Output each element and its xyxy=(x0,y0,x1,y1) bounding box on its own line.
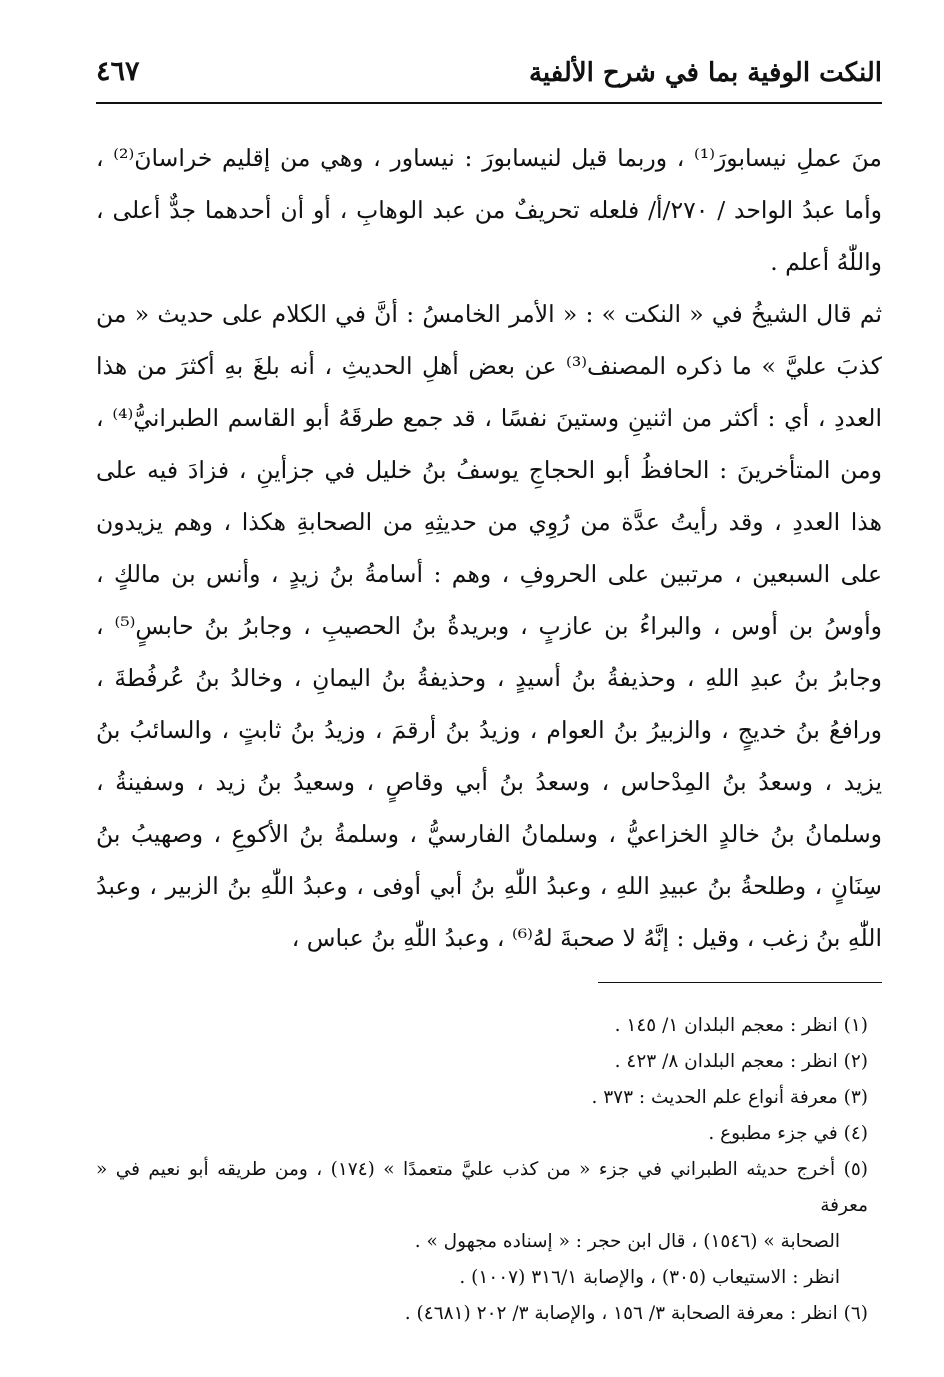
footnote-divider xyxy=(598,982,882,983)
footnote-5-continuation: الصحابة » (١٥٤٦) ، قال ابن حجر : « إسناده مجهول » . xyxy=(414,1231,840,1252)
footnote-3: (٣) معرفة أنواع علم الحديث : ٣٧٣ . xyxy=(591,1087,868,1108)
header-divider xyxy=(96,102,882,104)
page-header xyxy=(96,52,882,100)
footnote-1: (١) انظر : معجم البلدان ١/ ١٤٥ . xyxy=(614,1015,868,1036)
footnote-6: (٦) انظر : معرفة الصحابة ٣/ ١٥٦ ، والإصابة ٣/ ٢٠٢ (٤٦٨١) . xyxy=(404,1303,868,1324)
page-number: ٤٦٧ xyxy=(96,56,140,87)
footnote-2: (٢) انظر : معجم البلدان ٨/ ٤٢٣ . xyxy=(614,1051,868,1072)
running-title: النكت الوفية بما في شرح الألفية xyxy=(528,58,882,88)
footnote-4: (٤) في جزء مطبوع . xyxy=(708,1123,868,1144)
footnotes xyxy=(96,1008,868,1332)
paragraph-1: منَ عملِ نيسابورَ⁽¹⁾ ، وربما قيل لنيسابورَ : نيساور ، وهي من إقليم خراسانَ⁽²⁾ ، وأما عبدُ الواحد / ٢٧٠/أ/ فلعله تحريفٌ من عبد الوهابِ ، أو أن أحدهما جدٌّ أعلى ، واللّٰهُ أعلم . xyxy=(96,144,882,276)
main-text xyxy=(96,132,882,964)
paragraph-2: ثم قال الشيخُ في « النكت » : « الأمر الخامسُ : أنَّ في الكلام على حديث « من كذبَ عليَّ » ما ذكره المصنف⁽³⁾ عن بعض أهلِ الحديثِ ، أنه بلغَ بهِ أكثرَ من هذا العددِ ، أي : أكثر من اثنينِ وستينَ نفسًا ، قد جمع طرقَهُ أبو القاسم الطبرانيُّ⁽⁴⁾ ، ومن المتأخرينَ : الحافظُ أبو الحجاجِ يوسفُ بنُ خليل في جزأينِ ، فزادَ فيه على هذا العددِ ، وقد رأيتُ عدَّة من رُوِي من حديثِهِ من الصحابةِ هكذا ، وهم يزيدون على السبعين ، مرتبين على الحروفِ ، وهم : أسامةُ بنُ زيدٍ ، وأنس بن مالكٍ ، وأوسُ بن أوس ، والبراءُ بن عازبٍ ، وبريدةُ بنُ الحصيبِ ، وجابرُ بنُ حابسٍ⁽⁵⁾ ، وجابرُ بنُ عبدِ اللهِ ، وحذيفةُ بنُ أسيدٍ ، وحذيفةُ بنُ اليمانِ ، وخالدُ بنُ عُرفُطةَ ، ورافعُ بنُ خديجٍ ، والزبيرُ بنُ العوام ، وزيدُ بنُ أرقمَ ، وزيدُ بنُ ثابتٍ ، والسائبُ بنُ يزيد ، وسعدُ بنُ المِدْحاس ، وسعدُ بنُ أبي وقاصٍ ، وسعيدُ بنُ زيد ، وسفينةُ ، وسلمانُ بنُ خالدٍ الخزاعيُّ ، وسلمانُ الفارسيُّ ، وسلمةُ بنُ الأكوعِ ، وصهيبُ بنُ سِنَانٍ ، وطلحةُ بنُ عبيدِ اللهِ ، وعبدُ اللّٰهِ بنُ أبي أوفى ، وعبدُ اللّٰهِ بنُ الزبير ، وعبدُ اللّٰهِ بنُ زغب ، وقيل : إنَّهُ لا صحبةَ لهُ⁽⁶⁾ ، وعبدُ اللّٰهِ بنُ عباس ، xyxy=(96,300,883,952)
footnote-5: (٥) أخرج حديثه الطبراني في جزء « من كذب عليَّ متعمدًا » (١٧٤) ، ومن طريقه أبو نعيم في « معرفة xyxy=(96,1159,868,1216)
footnote-5-references: انظر : الاستيعاب (٣٠٥) ، والإصابة ٣١٦/١ (١٠٠٧) . xyxy=(459,1267,840,1288)
